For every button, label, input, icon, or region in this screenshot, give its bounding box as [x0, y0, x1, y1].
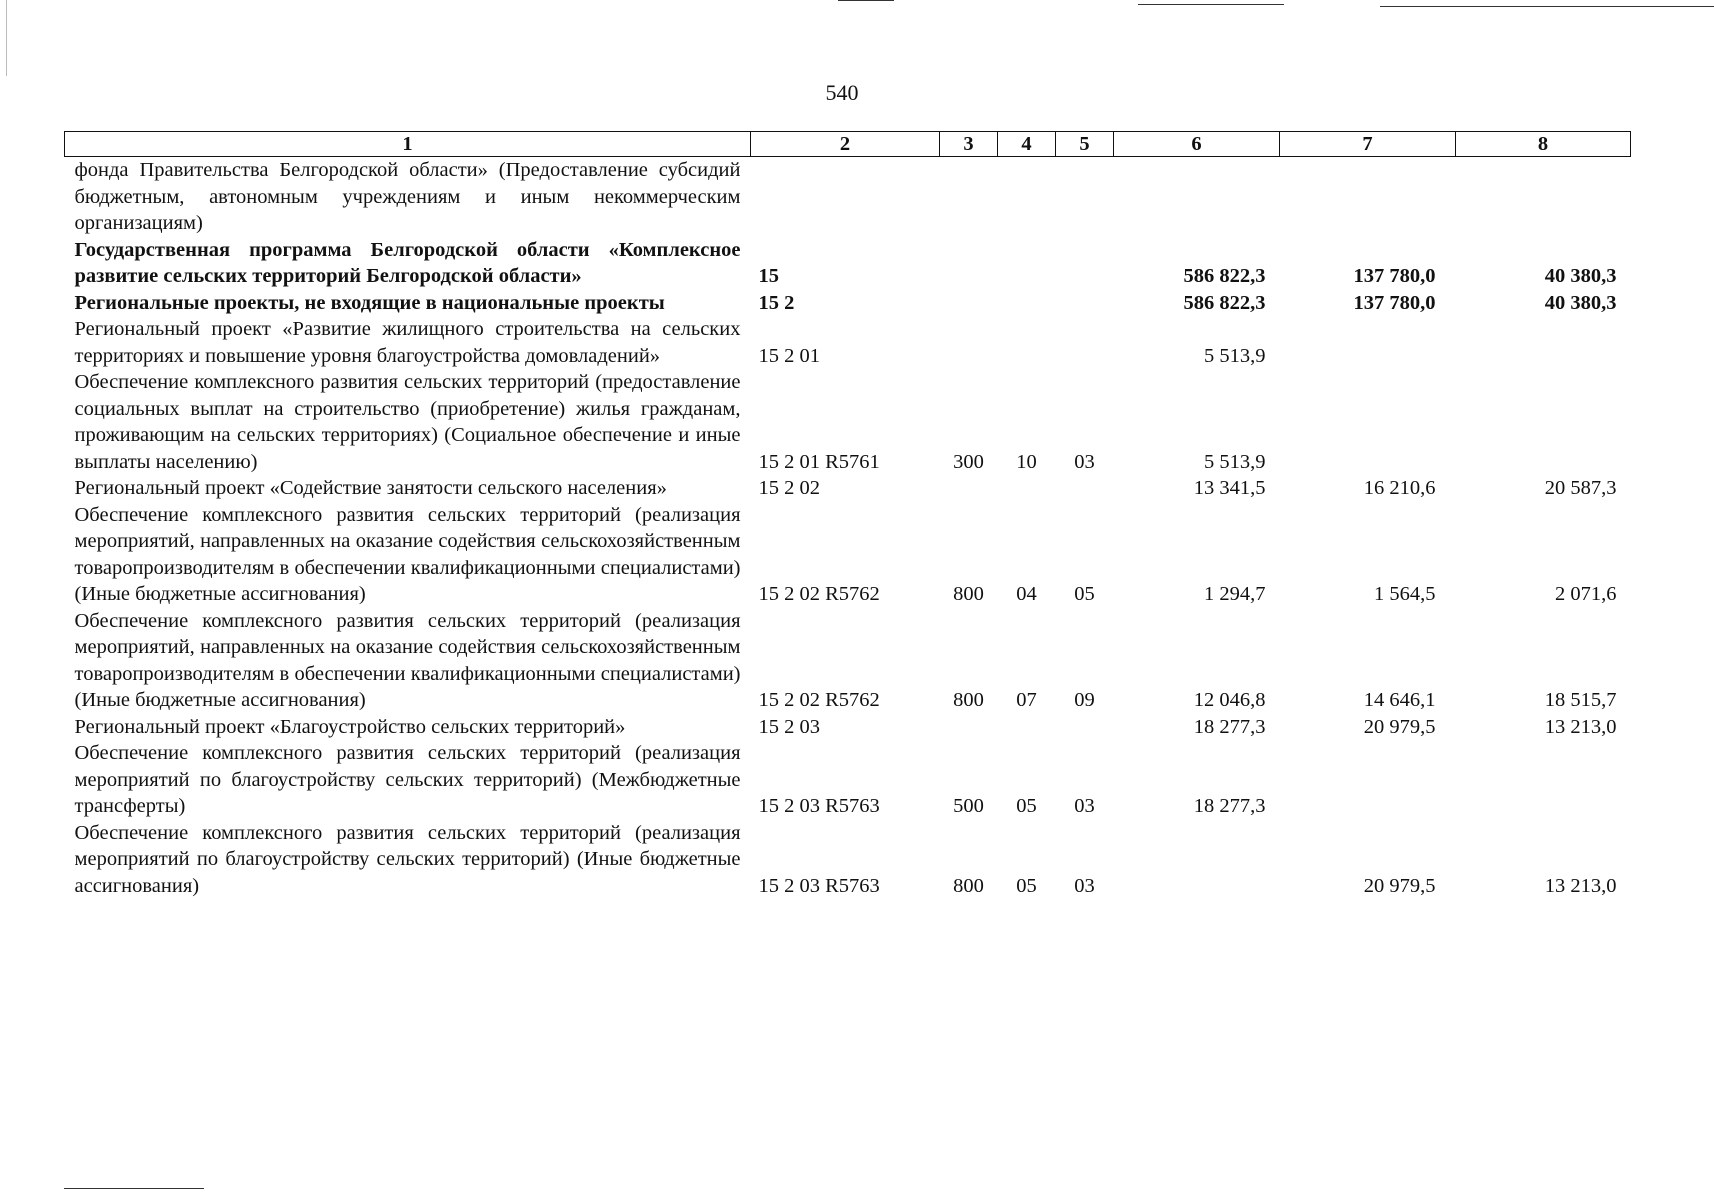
row-col6-cell: 586 822,3 [1183, 265, 1266, 287]
row-col3-cell [940, 237, 998, 290]
column-header-name: 1 [65, 132, 751, 157]
row-col8-cell [1456, 369, 1631, 475]
row-name-cell: Обеспечение комплексного развития сельских территорий (предоставление социальных выплат на строительство (приобретение) жилья гражданам, проживающим на сельских территориях) (Социальное обеспечение и иные выплаты населению) [74, 371, 741, 473]
scan-artifact-line [838, 0, 894, 1]
budget-table [64, 131, 1631, 899]
row-name-cell: Региональный проект «Содействие занятости сельского населения» [74, 477, 667, 499]
table-row [65, 316, 1631, 369]
row-col4-cell: 10 [1016, 450, 1037, 473]
row-code-cell: 15 [758, 265, 779, 287]
row-name-cell: Региональный проект «Развитие жилищного строительства на сельских территориях и повышение уровня благоустройства домовладений» [74, 318, 741, 367]
table-row [65, 290, 1631, 317]
table-row [65, 237, 1631, 290]
row-col8-cell [1456, 316, 1631, 369]
page-number: 540 [825, 80, 859, 105]
row-code-cell: 15 2 02 [758, 477, 820, 499]
table-row [65, 820, 1631, 900]
table-row [65, 369, 1631, 475]
table-row [65, 502, 1631, 608]
row-col7-cell: 1 564,5 [1374, 583, 1436, 605]
row-code-cell: 15 2 01 R5761 [758, 450, 880, 473]
row-name-cell: Обеспечение комплексного развития сельских территорий (реализация мероприятий, направленных на оказание содействия сельскохозяйственным товаропроизводителям в обеспечении квалификационными специалистами) (Иные бюджетные ассигнования) [74, 503, 741, 605]
row-col3-cell [940, 714, 998, 741]
row-col8-cell: 40 380,3 [1544, 265, 1617, 287]
row-col6-cell: 13 341,5 [1193, 477, 1266, 499]
row-col5-cell [1056, 157, 1114, 237]
row-col3-cell: 800 [953, 689, 984, 711]
table-row [65, 608, 1631, 714]
row-col5-cell [1056, 714, 1114, 741]
row-code-cell: 15 2 03 R5763 [758, 795, 880, 817]
column-header-8: 8 [1456, 132, 1631, 157]
row-col6-cell: 5 513,9 [1204, 450, 1266, 473]
row-col8-cell: 40 380,3 [1544, 291, 1617, 314]
row-col3-cell [940, 290, 998, 317]
table-header [65, 132, 1631, 157]
table-row [65, 714, 1631, 741]
row-col7-cell: 20 979,5 [1363, 715, 1436, 738]
row-col3-cell: 800 [953, 583, 984, 605]
row-col3-cell [940, 316, 998, 369]
row-col7-cell: 14 646,1 [1363, 689, 1436, 711]
row-col8-cell: 13 213,0 [1544, 715, 1617, 738]
row-col7-cell: 16 210,6 [1363, 477, 1436, 499]
row-col4-cell [998, 316, 1056, 369]
scan-artifact-line [1380, 6, 1714, 7]
row-code-cell: 15 2 03 R5763 [758, 874, 880, 897]
footer-line [64, 1188, 204, 1189]
row-code-cell: 15 2 02 R5762 [758, 583, 880, 605]
row-col3-cell [940, 475, 998, 502]
row-col7-cell: 137 780,0 [1353, 291, 1436, 314]
row-col8-cell: 20 587,3 [1544, 477, 1617, 499]
row-col3-cell [940, 157, 998, 237]
row-col7-cell [1280, 369, 1456, 475]
row-name-cell: Обеспечение комплексного развития сельских территорий (реализация мероприятий по благоустройству сельских территорий) (Межбюджетные трансферты) [74, 742, 741, 817]
row-col5-cell [1056, 290, 1114, 317]
row-col8-cell [1456, 157, 1631, 237]
row-col7-cell [1280, 316, 1456, 369]
row-col4-cell: 05 [1016, 874, 1037, 897]
row-name-cell: фонда Правительства Белгородской области» (Предоставление субсидий бюджетным, автономным учреждениям и иным некоммерческим организациям) [74, 159, 741, 234]
row-name-cell: Обеспечение комплексного развития сельских территорий (реализация мероприятий по благоустройству сельских территорий) (Иные бюджетные ассигнования) [74, 821, 741, 897]
row-col8-cell: 2 071,6 [1555, 583, 1617, 605]
row-col4-cell [998, 237, 1056, 290]
row-col6-cell: 18 277,3 [1193, 795, 1266, 817]
scan-artifact-line [1138, 4, 1284, 5]
row-name-cell: Региональные проекты, не входящие в национальные проекты [74, 291, 665, 314]
row-col3-cell: 800 [953, 874, 984, 897]
row-col8-cell: 13 213,0 [1544, 874, 1617, 897]
row-col4-cell [998, 714, 1056, 741]
row-col6-cell: 5 513,9 [1204, 344, 1266, 367]
row-col7-cell [1280, 740, 1456, 820]
row-col5-cell [1056, 316, 1114, 369]
row-col3-cell: 300 [953, 450, 984, 473]
table-row [65, 475, 1631, 502]
row-col6-cell [1114, 820, 1280, 900]
row-code-cell [751, 157, 940, 237]
row-code-cell: 15 2 01 [758, 344, 820, 367]
column-header-5: 5 [1056, 132, 1114, 157]
row-col7-cell: 20 979,5 [1363, 874, 1436, 897]
row-col4-cell [998, 475, 1056, 502]
column-header-7: 7 [1280, 132, 1456, 157]
row-code-cell: 15 2 02 R5762 [758, 689, 880, 711]
row-col7-cell [1280, 157, 1456, 237]
row-col6-cell [1114, 157, 1280, 237]
row-col8-cell [1456, 740, 1631, 820]
row-col4-cell: 05 [1016, 795, 1037, 817]
table-row [65, 740, 1631, 820]
column-header-code: 2 [751, 132, 940, 157]
row-col6-cell: 12 046,8 [1193, 689, 1266, 711]
row-col5-cell: 03 [1074, 795, 1095, 817]
row-col5-cell [1056, 237, 1114, 290]
row-col5-cell [1056, 475, 1114, 502]
row-name-cell: Государственная программа Белгородской области «Комплексное развитие сельских территорий Белгородской области» [74, 238, 741, 287]
row-col6-cell: 586 822,3 [1183, 291, 1266, 314]
row-col6-cell: 18 277,3 [1193, 715, 1266, 738]
table-row [65, 157, 1631, 237]
row-col5-cell: 03 [1074, 874, 1095, 897]
row-col6-cell: 1 294,7 [1204, 583, 1266, 605]
row-col4-cell: 07 [1016, 689, 1037, 711]
row-name-cell: Региональный проект «Благоустройство сельских территорий» [74, 715, 626, 738]
row-col7-cell: 137 780,0 [1353, 265, 1436, 287]
table-body [65, 157, 1631, 900]
row-code-cell: 15 2 03 [758, 715, 820, 738]
row-name-cell: Обеспечение комплексного развития сельских территорий (реализация мероприятий, направленных на оказание содействия сельскохозяйственным товаропроизводителям в обеспечении квалификационными специалистами) (Иные бюджетные ассигнования) [74, 609, 741, 711]
column-header-4: 4 [998, 132, 1056, 157]
scan-artifact-line [6, 0, 7, 76]
header-row [65, 132, 1631, 157]
row-col5-cell: 03 [1074, 450, 1095, 473]
row-col4-cell [998, 290, 1056, 317]
column-header-6: 6 [1114, 132, 1280, 157]
row-col3-cell: 500 [953, 795, 984, 817]
row-col4-cell [998, 157, 1056, 237]
row-col8-cell: 18 515,7 [1544, 689, 1617, 711]
row-col5-cell: 05 [1074, 583, 1095, 605]
row-col5-cell: 09 [1074, 689, 1095, 711]
row-code-cell: 15 2 [758, 291, 795, 314]
row-col4-cell: 04 [1016, 583, 1037, 605]
column-header-3: 3 [940, 132, 998, 157]
